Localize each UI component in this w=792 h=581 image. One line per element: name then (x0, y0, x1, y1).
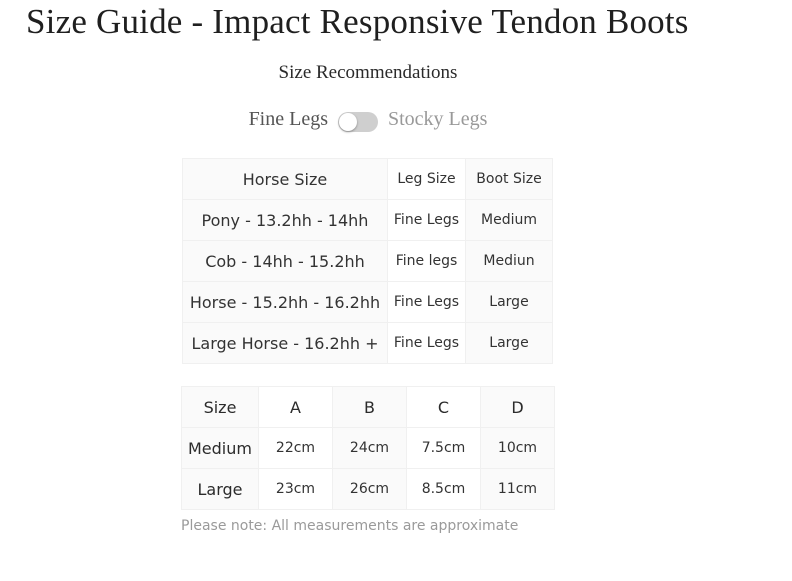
horse-size-cell: Large Horse - 16.2hh + (183, 323, 388, 364)
horse-size-cell: Pony - 13.2hh - 14hh (183, 200, 388, 241)
column-header-boot-size: Boot Size (466, 159, 553, 200)
boot-size-cell: Medium (466, 200, 553, 241)
measurement-a-cell: 22cm (259, 428, 333, 469)
leg-type-toggle-row (0, 108, 736, 131)
measurement-c-cell: 7.5cm (407, 428, 481, 469)
table-row (182, 428, 555, 469)
size-name-cell: Medium (182, 428, 259, 469)
size-name-cell: Large (182, 469, 259, 510)
column-header-size: Size (182, 387, 259, 428)
leg-type-toggle[interactable] (338, 112, 378, 132)
fine-legs-label[interactable]: Fine Legs (248, 108, 328, 130)
measurement-b-cell: 26cm (333, 469, 407, 510)
table-header-row (182, 387, 555, 428)
toggle-knob[interactable] (339, 113, 357, 131)
stocky-legs-label[interactable]: Stocky Legs (388, 108, 488, 130)
size-recommendations-heading: Size Recommendations (278, 62, 458, 83)
measurement-b-cell: 24cm (333, 428, 407, 469)
column-header-leg-size: Leg Size (388, 159, 466, 200)
page-title: Size Guide - Impact Responsive Tendon Boots (26, 2, 689, 41)
measurement-c-cell: 8.5cm (407, 469, 481, 510)
horse-size-cell: Horse - 15.2hh - 16.2hh (183, 282, 388, 323)
measurements-table (181, 386, 555, 510)
horse-size-cell: Cob - 14hh - 15.2hh (183, 241, 388, 282)
table-row (183, 323, 553, 364)
size-recommendations-table (182, 158, 553, 364)
table-row (183, 200, 553, 241)
measurement-d-cell: 10cm (481, 428, 555, 469)
table-row (183, 282, 553, 323)
column-header-c: C (407, 387, 481, 428)
column-header-b: B (333, 387, 407, 428)
column-header-horse-size: Horse Size (183, 159, 388, 200)
table-row (183, 241, 553, 282)
measurement-d-cell: 11cm (481, 469, 555, 510)
table-row (182, 469, 555, 510)
column-header-d: D (481, 387, 555, 428)
leg-size-cell: Fine legs (388, 241, 466, 282)
boot-size-cell: Mediun (466, 241, 553, 282)
leg-size-cell: Fine Legs (388, 282, 466, 323)
measurement-a-cell: 23cm (259, 469, 333, 510)
boot-size-cell: Large (466, 323, 553, 364)
measurements-note: Please note: All measurements are approximate (181, 518, 519, 534)
leg-size-cell: Fine Legs (388, 200, 466, 241)
table-header-row (183, 159, 553, 200)
leg-size-cell: Fine Legs (388, 323, 466, 364)
boot-size-cell: Large (466, 282, 553, 323)
column-header-a: A (259, 387, 333, 428)
